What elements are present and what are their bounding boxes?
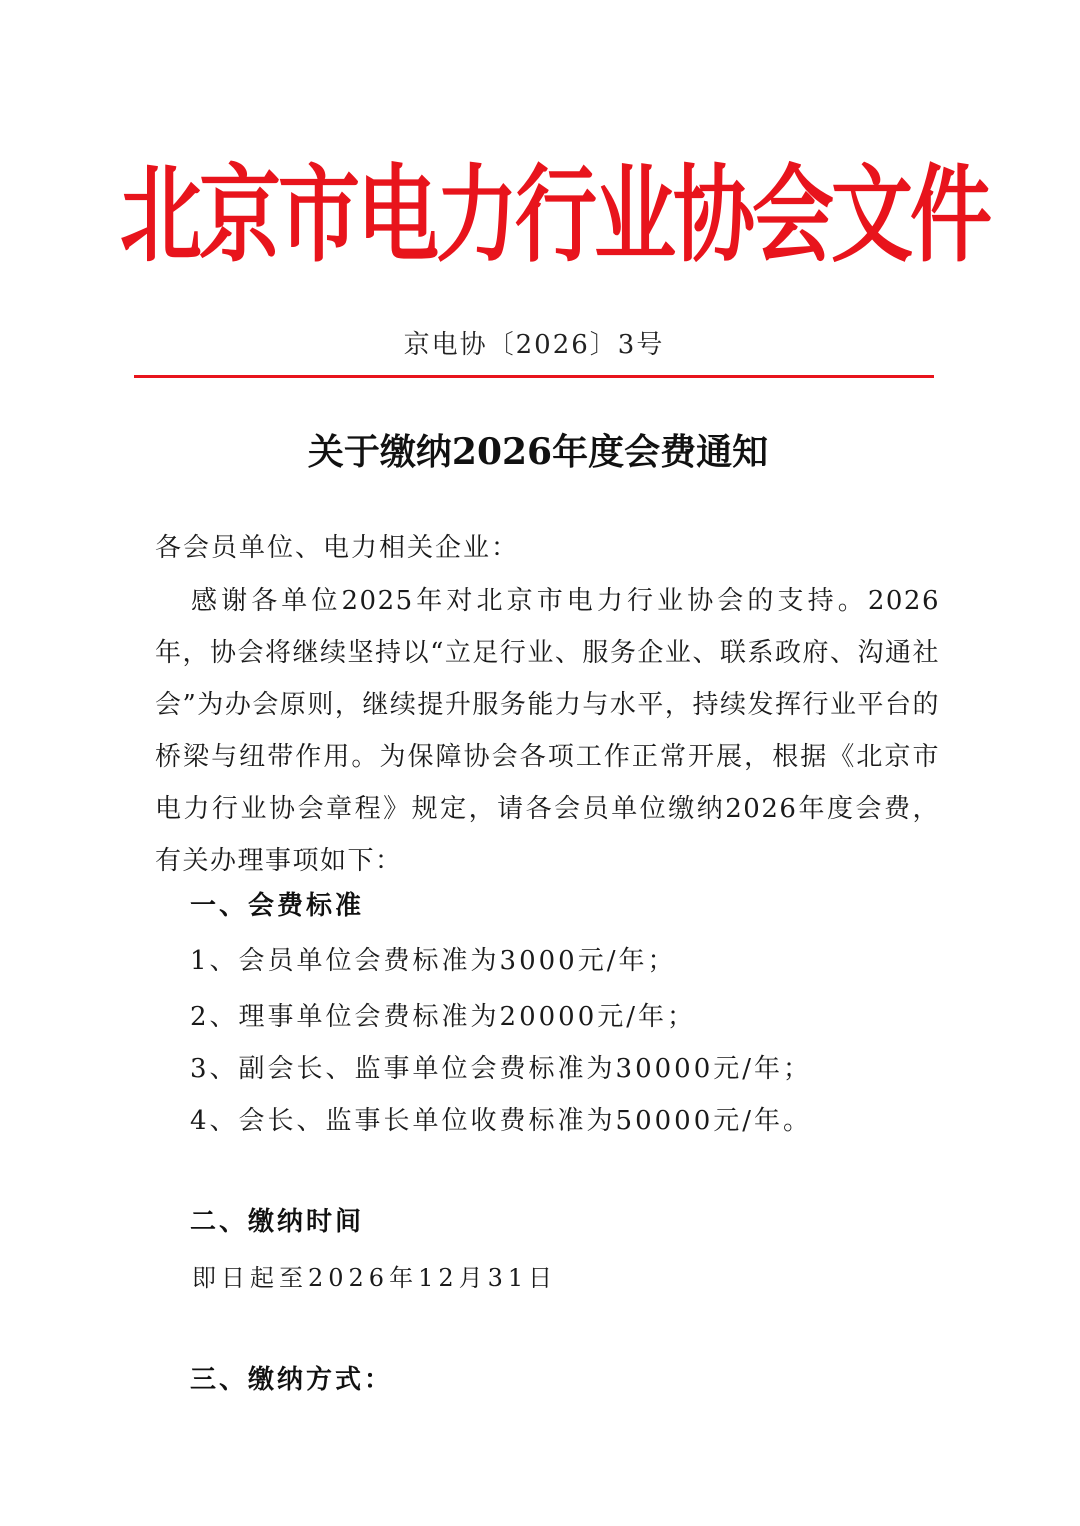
document-title: 关于缴纳2026年度会费通知 [307,431,769,473]
section-heading-payment-method: 三、缴纳方式： [190,1365,394,1395]
org-masthead: 北京市电力行业协会文件 [120,155,990,277]
fee-item: 4、会长、监事长单位收费标准为50000元/年。 [190,1106,813,1136]
section-heading-payment-time: 二、缴纳时间 [190,1207,365,1237]
red-divider [134,375,934,378]
salutation: 各会员单位、电力相关企业： [155,533,520,563]
intro-paragraph: 感谢各单位2025年对北京市电力行业协会的支持。2026年，协会将继续坚持以“立足行业、服务企业、联系政府、沟通社会”为办会原则，继续提升服务能力与水平，持续发挥行业平台的桥梁与纽带作用。为保障协会各项工作正常开展，根据《北京市电力行业协会章程》规定，请各会员单位缴纳2026年度会费，有关办理事项如下： [155,586,940,876]
document-number: 京电协〔2026〕3号 [403,330,665,360]
payment-period: 即日起至2026年12月31日 [192,1264,558,1292]
fee-item: 2、理事单位会费标准为20000元/年； [190,1002,697,1032]
fee-item: 3、副会长、监事单位会费标准为30000元/年； [190,1054,813,1084]
fee-item: 1、会员单位会费标准为3000元/年； [190,946,677,976]
section-heading-fee-standard: 一、会费标准 [190,891,365,921]
